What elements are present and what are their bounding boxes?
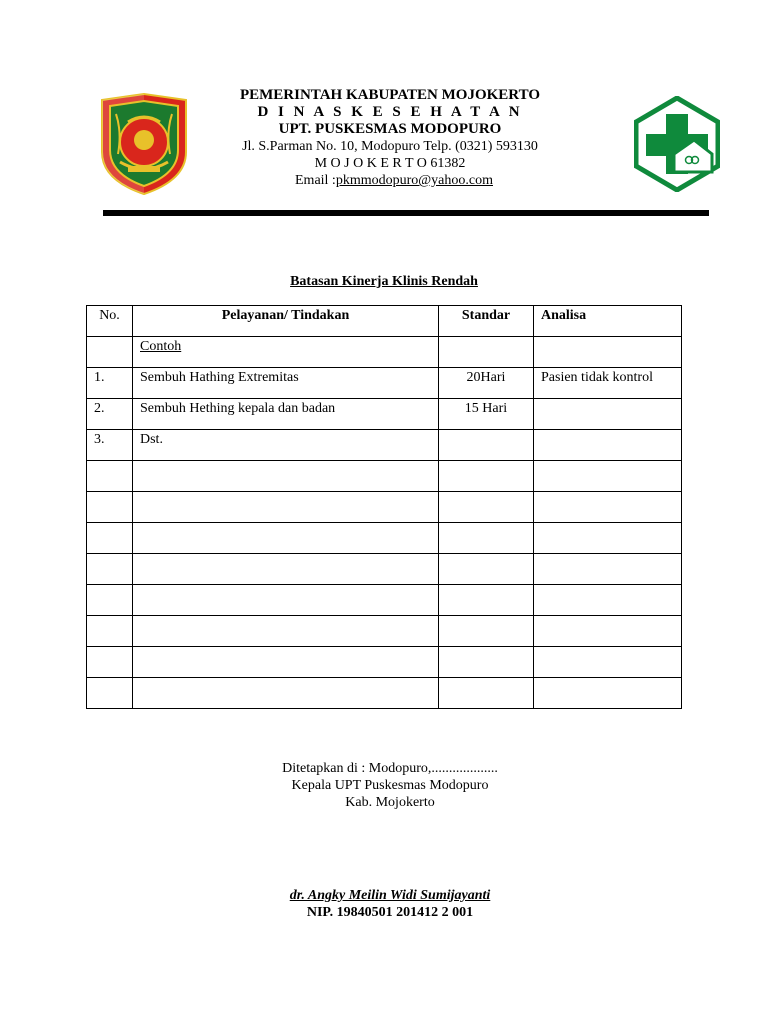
empty-cell [534, 647, 682, 678]
document-title: Batasan Kinerja Klinis Rendah [290, 274, 478, 289]
table-row-empty [87, 461, 682, 492]
address-line: Jl. S.Parman No. 10, Modopuro Telp. (0321) 593130 [242, 139, 538, 154]
cell-standard [439, 430, 534, 461]
empty-cell [439, 585, 534, 616]
table-row-empty [87, 616, 682, 647]
cell-analysis [534, 430, 682, 461]
empty-cell [439, 523, 534, 554]
header-analysis: Analisa [534, 306, 682, 337]
cell-no: 1. [87, 368, 133, 399]
empty-cell [439, 647, 534, 678]
cell-no: 3. [87, 430, 133, 461]
empty-cell [534, 585, 682, 616]
empty-cell [133, 523, 439, 554]
signoff-place: Ditetapkan di : Modopuro,................... [282, 761, 498, 776]
table-row-empty [87, 647, 682, 678]
empty-cell [133, 616, 439, 647]
department-name: D I N A S K E S E H A T A N [257, 104, 523, 120]
government-name: PEMERINTAH KABUPATEN MOJOKERTO [239, 87, 541, 103]
puskesmas-logo [634, 96, 720, 192]
empty-cell [87, 554, 133, 585]
table-row-empty [87, 554, 682, 585]
empty-cell [534, 554, 682, 585]
empty-cell [133, 678, 439, 709]
empty-cell [87, 492, 133, 523]
empty-cell [534, 523, 682, 554]
table-row-empty [87, 678, 682, 709]
signer-name: dr. Angky Meilin Widi Sumijayanti [289, 888, 491, 903]
email-line [190, 172, 590, 189]
empty-cell [133, 492, 439, 523]
regency-crest-logo [98, 92, 190, 196]
empty-cell [534, 616, 682, 647]
cell-service: Dst. [133, 430, 439, 461]
cell-standard [439, 337, 534, 368]
header-no: No. [87, 306, 133, 337]
empty-cell [534, 461, 682, 492]
cell-analysis [534, 337, 682, 368]
table-row [87, 430, 682, 461]
signoff-block [0, 760, 768, 811]
cell-no [87, 337, 133, 368]
empty-cell [87, 647, 133, 678]
header-standard: Standar [439, 306, 534, 337]
email-label: Email : [295, 173, 336, 188]
letterhead-divider [103, 210, 709, 216]
empty-cell [133, 554, 439, 585]
empty-cell [87, 678, 133, 709]
header-service: Pelayanan/ Tindakan [133, 306, 439, 337]
table-row [87, 399, 682, 430]
cell-no: 2. [87, 399, 133, 430]
cell-analysis: Pasien tidak kontrol [534, 368, 682, 399]
signer-block [0, 887, 768, 921]
performance-table [86, 305, 682, 709]
table-row-empty [87, 523, 682, 554]
cell-standard: 20Hari [439, 368, 534, 399]
unit-name: UPT. PUSKESMAS MODOPURO [278, 121, 502, 137]
table-row-example [87, 337, 682, 368]
empty-cell [133, 461, 439, 492]
empty-cell [133, 647, 439, 678]
signoff-position: Kepala UPT Puskesmas Modopuro [291, 778, 489, 793]
cell-standard: 15 Hari [439, 399, 534, 430]
empty-cell [87, 461, 133, 492]
empty-cell [87, 616, 133, 647]
empty-cell [534, 678, 682, 709]
cell-analysis [534, 399, 682, 430]
signer-nip: NIP. 19840501 201412 2 001 [306, 905, 474, 920]
table-row-empty [87, 585, 682, 616]
empty-cell [439, 616, 534, 647]
empty-cell [439, 492, 534, 523]
letterhead [190, 87, 590, 189]
empty-cell [439, 461, 534, 492]
empty-cell [133, 585, 439, 616]
table-header-row [87, 306, 682, 337]
signoff-region: Kab. Mojokerto [345, 795, 435, 810]
empty-cell [87, 523, 133, 554]
empty-cell [87, 585, 133, 616]
example-label: Contoh [133, 337, 439, 368]
cell-service: Sembuh Hathing Extremitas [133, 368, 439, 399]
empty-cell [439, 678, 534, 709]
table-row [87, 368, 682, 399]
empty-cell [534, 492, 682, 523]
city-line: M O J O K E R T O 61382 [314, 156, 466, 171]
cell-service: Sembuh Hething kepala dan badan [133, 399, 439, 430]
table-row-empty [87, 492, 682, 523]
empty-cell [439, 554, 534, 585]
email-link[interactable]: pkmmodopuro@yahoo.com [335, 173, 493, 188]
